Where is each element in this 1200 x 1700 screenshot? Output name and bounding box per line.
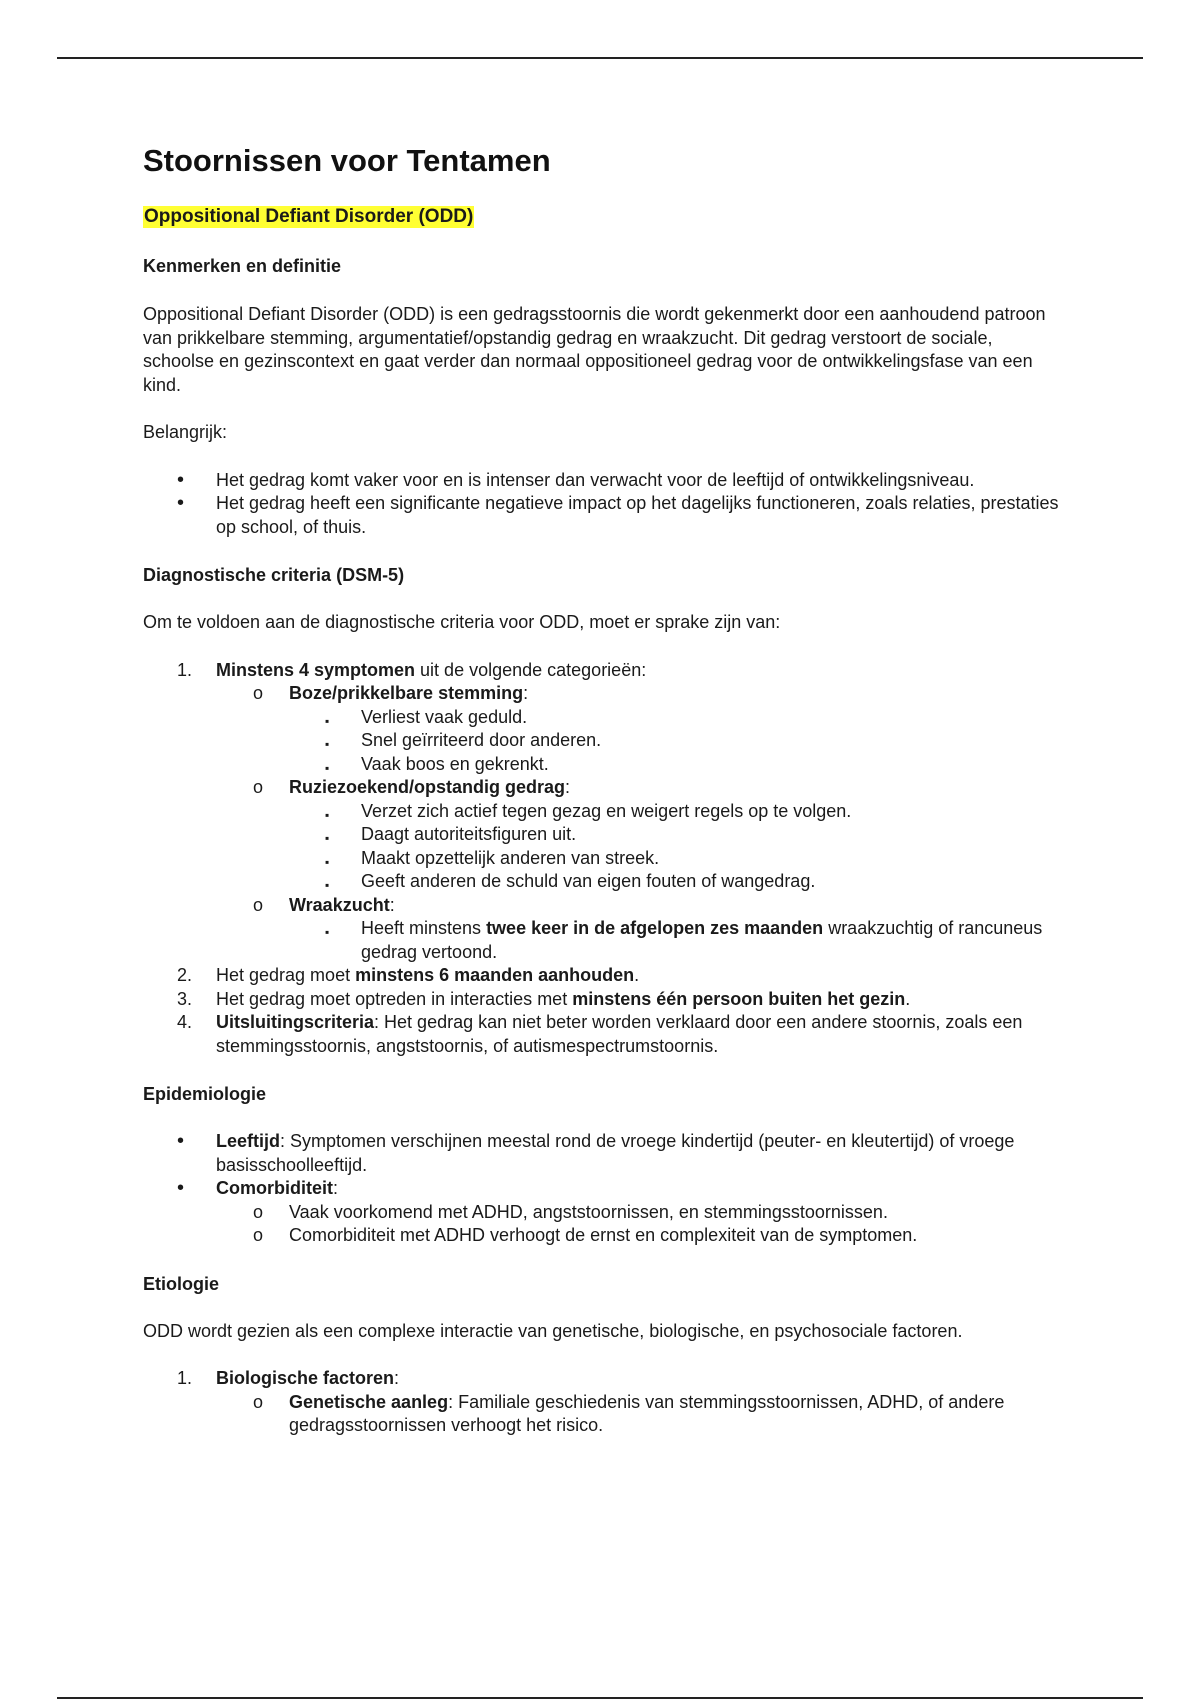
- heading-diagnostisch: Diagnostische criteria (DSM-5): [143, 565, 405, 585]
- category-boze-stemming: o Boze/prikkelbare stemming:: [253, 683, 529, 703]
- criteria-item-3: 3. Het gedrag moet optreden in interacties met minstens één persoon buiten het gezin.: [177, 988, 911, 1009]
- category-ruziezoekend: o Ruziezoekend/opstandig gedrag:: [253, 777, 571, 797]
- criteria-list: [143, 659, 1063, 1059]
- symptom-item: ▪ Daagt autoriteitsfiguren uit.: [325, 824, 577, 845]
- list-item: • Comorbiditeit:: [177, 1177, 339, 1199]
- symptom-item: ▪ Geeft anderen de schuld van eigen fouten of wangedrag.: [325, 871, 816, 892]
- etiologie-list: [143, 1367, 1063, 1438]
- belangrijk-label: Belangrijk:: [143, 422, 228, 442]
- symptom-item: ▪ Maakt opzettelijk anderen van streek.: [325, 847, 660, 869]
- highlighted-section-title: Oppositional Defiant Disorder (ODD): [144, 206, 474, 227]
- heading-epidemiologie: Epidemiologie: [143, 1084, 267, 1104]
- symptom-item: ▪ Verzet zich actief tegen gezag en weigert regels op te volgen.: [325, 800, 852, 822]
- document-title: Stoornissen voor Tentamen: [143, 143, 551, 178]
- category-wraakzucht: o Wraakzucht:: [253, 894, 395, 915]
- symptom-item: ▪ Snel geïrriteerd door anderen.: [325, 730, 602, 751]
- bottom-rule: [57, 1697, 1143, 1699]
- symptom-item: ▪ Heeft minstens twee keer in de afgelopen zes maanden wraakzuchtig of rancuneus gedrag vertoond.: [325, 918, 1043, 962]
- list-item: o Genetische aanleg: Familiale geschiedenis van stemmingsstoornissen, ADHD, of andere gedragsstoornissen verhoogt het risico.: [253, 1391, 1005, 1435]
- belangrijk-list: [143, 469, 1063, 540]
- list-item: 1. Biologische factoren:: [177, 1368, 400, 1388]
- top-rule: [57, 57, 1143, 59]
- criteria-item-2: 2. Het gedrag moet minstens 6 maanden aanhouden.: [177, 965, 640, 985]
- document-page: [143, 140, 1063, 1438]
- etiologie-paragraph: ODD wordt gezien als een complexe interactie van genetische, biologische, en psychosociale factoren.: [143, 1320, 963, 1341]
- epidemiologie-list: [143, 1130, 1063, 1248]
- symptom-item: ▪ Vaak boos en gekrenkt.: [325, 753, 549, 775]
- list-item: • Het gedrag komt vaker voor en is intenser dan verwacht voor de leeftijd of ontwikkelingsniveau.: [177, 468, 975, 491]
- criteria-item-1: 1. Minstens 4 symptomen uit de volgende categorieën:: [177, 659, 647, 680]
- criteria-item-4: 4. Uitsluitingscriteria: Het gedrag kan niet beter worden verklaard door een andere stoornis, zoals een stemmingsstoornis, angststoornis, of autismespectrumstoornis.: [177, 1012, 1023, 1056]
- heading-kenmerken: Kenmerken en definitie: [143, 256, 342, 276]
- symptom-item: ▪ Verliest vaak geduld.: [325, 706, 528, 728]
- list-item: o Comorbiditeit met ADHD verhoogt de ernst en complexiteit van de symptomen.: [253, 1225, 918, 1245]
- criteria-intro: Om te voldoen aan de diagnostische criteria voor ODD, moet er sprake zijn van:: [143, 612, 781, 632]
- list-item: • Het gedrag heeft een significante negatieve impact op het dagelijks functioneren, zoals relaties, prestaties op school, of thuis.: [177, 492, 1059, 537]
- list-item: o Vaak voorkomend met ADHD, angststoornissen, en stemmingsstoornissen.: [253, 1201, 888, 1222]
- definition-paragraph: Oppositional Defiant Disorder (ODD) is een gedragsstoornis die wordt gekenmerkt door een aanhoudend patroon van prikkelbare stemming, argumentatief/opstandig gedrag en wraakzucht. Dit gedrag verstoort de sociale, schoolse en gezinscontext en gaat verder dan normaal oppositioneel gedrag voor de ontwikkelingsfase van een kind.: [143, 304, 1046, 395]
- heading-etiologie: Etiologie: [143, 1273, 219, 1294]
- list-item: • Leeftijd: Symptomen verschijnen meestal rond de vroege kindertijd (peuter- en kleutertijd) of vroege basisschoolleeftijd.: [177, 1130, 1015, 1175]
